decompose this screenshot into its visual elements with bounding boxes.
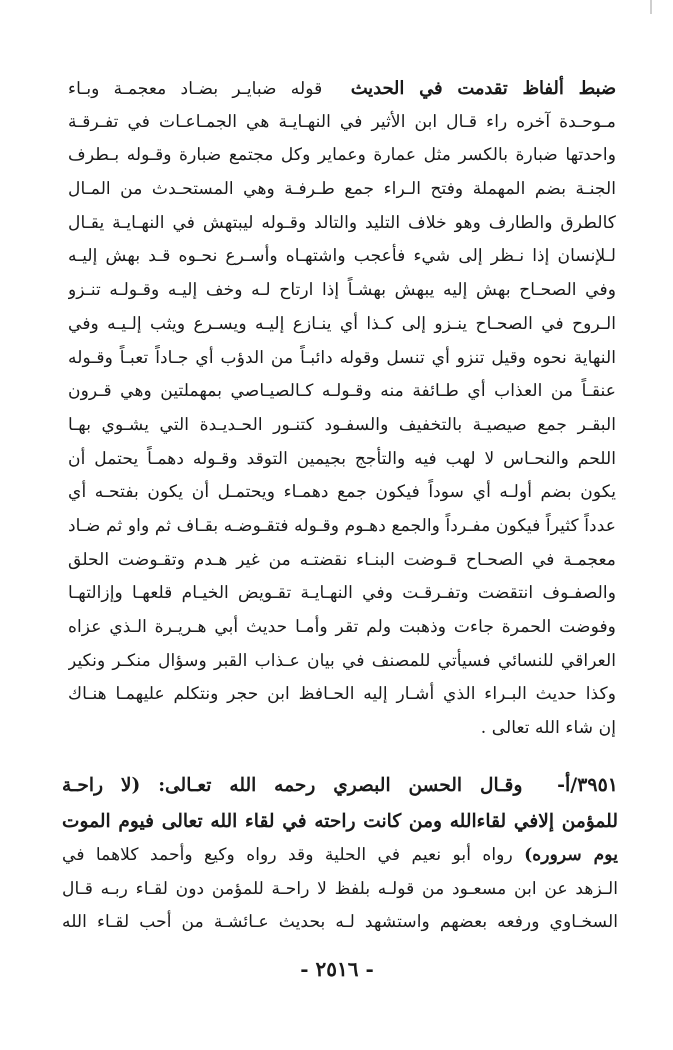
hadith-paragraph: [62, 768, 618, 940]
text-line: [62, 839, 618, 873]
commentary-paragraph: [68, 72, 616, 746]
section-heading: ضبط ألفاظ تقدمت في الحديث: [350, 78, 616, 99]
text-line: معجمـة في الصحـاح قـوضت البنـاء نقضتـه من غير هـدم وتقـوضت الحلق: [68, 549, 616, 570]
text-line: كالطرق والطارف وهو خلاف التليد والتالد وقـوله ليبتهش في النهـايـة يقـال: [68, 212, 616, 233]
text-line: النهاية نحوه وقيل تنزو أي تنسل وقوله دائبـاً من الدؤب أي جـاداً تعبـاً وقـوله: [68, 347, 616, 368]
hadith-number: ٣٩٥١/أ-: [557, 774, 618, 796]
text-line: الجنـة بضم المهملة وفتح الـراء جمع طـرفـة وهي المستحـدث من المـال: [68, 179, 616, 200]
page-number: - ٢٥١٦ -: [300, 957, 374, 981]
text-run: قوله ضبايـر بضـاد معجمـة وبـاء: [68, 79, 323, 99]
text-line: اللحم والنحـاس لا لهب فيه والتأجج بجيمين التوقد وقـوله دهمـاً يحتمل أن: [68, 448, 616, 469]
text-line: لـلإنسان إذا نـظر إلى شيء فأعجب واشتهـاه وأسـرع نحـوه قـد بهش إليـه: [68, 246, 616, 267]
text-line: للمؤمن إلافي لقاءالله ومن كانت راحته في لقاء الله تعالى فيوم الموت: [62, 810, 618, 832]
text-line: عنقـاً من العذاب أي طـائفة منه وقـولـه كـالصيـاصي بمهملتين وهي قـرون: [68, 381, 616, 402]
text-line: والصفـوف انتقضت وتفـرقـت وفي النهـايـة تقـويض الخيـام قلعهـا وإزالتهـا: [68, 583, 616, 604]
text-line: السخـاوي ورفعه بعضهم واستشهد لـه بحديث عـائشـة من أحب لقـاء الله: [62, 912, 618, 932]
text-line: [62, 768, 618, 804]
text-line: مـوحـدة آخره راء قـال ابن الأثير في النهـايـة هي الجمـاعـات في تفـرقـة: [68, 111, 616, 132]
text-line: وكذا حديث البـراء الذي أشـار إليه الحـافظ ابن حجر ونتكلم عليهمـا هنـاك: [68, 684, 616, 705]
text-line: الـروح في الصحـاح ينـزو إلى كـذا أي ينـازع إليـه ويسـرع ويثب إلـيـه وفي: [68, 313, 616, 334]
text-line: البقـر جمع صيصيـة بالتخفيف والسفـود كتنـور الحـديـدة التي يشـوي بهـا: [68, 414, 616, 435]
text-line: [68, 72, 616, 106]
text-line: واحدتها ضبارة بالكسر مثل عمارة وعماير وكل مجتمع ضبارة وقـوله بـطرف: [68, 145, 616, 166]
text-run: وقـال الحسن البصري رحمه الله تعـالى: (لا راحـة: [62, 775, 523, 796]
text-line: وفي الصحـاح بهش إليه يبهش بهشـاً إذا ارتاح لـه وخف إليـه وقـولـه تنـزو: [68, 280, 616, 301]
text-line: الـزهد عن ابن مسعـود من قولـه بلفظ لا راحـة للمؤمن دون لقـاء ربـه قـال: [62, 878, 618, 899]
text-run: رواه أبو نعيم في الحلية وقد رواه وكيع وأحمد كلاهما في: [62, 845, 513, 865]
hadith-quote-end: يوم سروره): [524, 845, 618, 865]
text-line: وفوضت الحمرة جاءت وذهبت ولم تقر وأمـا حديث أبي هـريـرة الـذي عزاه: [68, 617, 616, 637]
text-line-last: إن شاء الله تعالى .: [480, 718, 616, 739]
text-line: عدداً كثيراً فيكون مفـرداً والجمع دهـوم وقـوله فتقـوضـه بقـاف ثم واو ثم ضـاد: [68, 515, 616, 536]
text-line: العراقي للنسائي فسيأتي للمصنف في بيان عـذاب القبر وسؤال منكـر ونكير: [68, 650, 616, 671]
scan-edge-mark: [650, 0, 652, 14]
text-line: يكون بضم أولـه أي سوداً فيكون جمع دهمـاء ويحتمـل أن يكون بفتحـه أي: [68, 482, 616, 503]
